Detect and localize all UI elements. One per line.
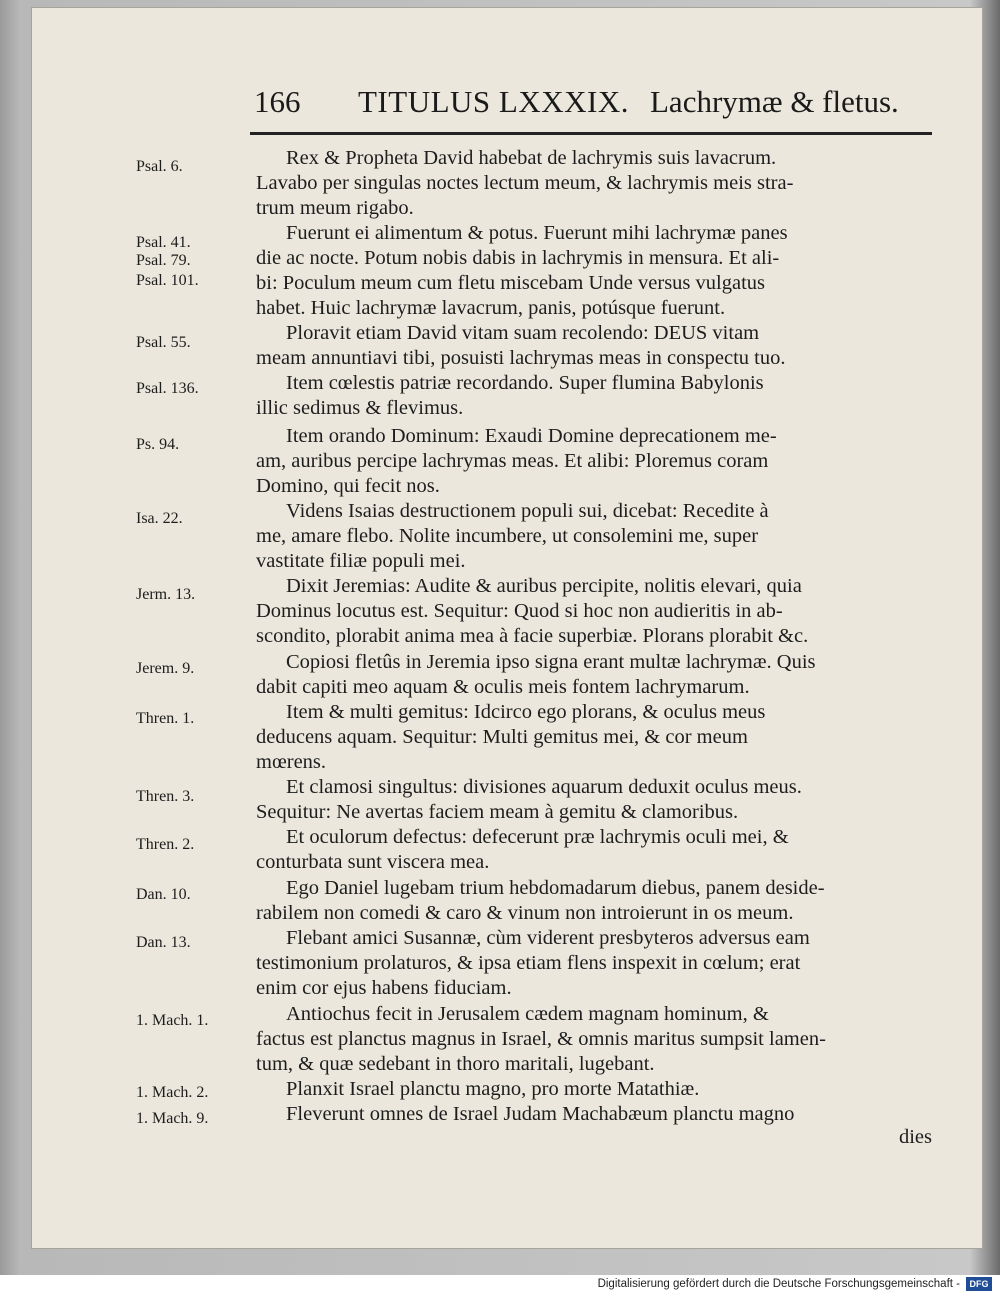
text-line: dabit capiti meo aquam & oculis meis fontem lachrymarum. bbox=[256, 676, 750, 698]
text-line: Ego Daniel lugebam trium hebdomadarum diebus, panem deside- bbox=[286, 877, 825, 899]
header-rule bbox=[250, 132, 932, 135]
text-line: enim cor ejus habens fiduciam. bbox=[256, 977, 512, 999]
text-line: Dixit Jeremias: Audite & auribus percipite, nolitis elevari, quia bbox=[286, 575, 802, 597]
text-line: Videns Isaias destructionem populi sui, dicebat: Recedite à bbox=[286, 500, 769, 522]
catchword: dies bbox=[898, 1126, 932, 1148]
margin-ref: Psal. 55. bbox=[136, 334, 191, 351]
page-number: 166 bbox=[254, 84, 301, 119]
margin-ref: Thren. 3. bbox=[136, 788, 195, 805]
text-line: Fleverunt omnes de Israel Judam Machabæum planctu magno bbox=[286, 1103, 795, 1125]
text-line: Item & multi gemitus: Idcirco ego plorans, & oculus meus bbox=[286, 701, 766, 723]
margin-ref: 1. Mach. 9. bbox=[136, 1110, 209, 1127]
text-line: conturbata sunt viscera mea. bbox=[256, 851, 490, 873]
text-line: factus est planctus magnus in Israel, & omnis maritus sumpsit lamen- bbox=[256, 1028, 826, 1050]
text-line: rabilem non comedi & caro & vinum non introierunt in os meum. bbox=[256, 902, 794, 924]
text-line: mœrens. bbox=[256, 751, 327, 773]
text-line: Sequitur: Ne avertas faciem meam à gemitu & clamoribus. bbox=[256, 801, 739, 823]
running-topic: Lachrymæ & fletus. bbox=[650, 84, 899, 119]
text-line: habet. Huic lachrymæ lavacrum, panis, potúsque fuerunt. bbox=[256, 297, 726, 319]
running-title: TITULUS LXXXIX. bbox=[358, 84, 629, 119]
margin-ref: Psal. 79. bbox=[136, 252, 191, 269]
margin-ref: Isa. 22. bbox=[136, 510, 183, 527]
text-line: scondito, plorabit anima mea à facie superbiæ. Plorans plorabit &c. bbox=[256, 625, 809, 647]
text-line: Item orando Dominum: Exaudi Domine deprecationem me- bbox=[286, 425, 777, 447]
text-line: testimonium prolaturos, & ipsa etiam flens inspexit in cœlum; erat bbox=[256, 952, 801, 974]
margin-ref: 1. Mach. 1. bbox=[136, 1012, 209, 1029]
margin-ref: Thren. 1. bbox=[136, 710, 195, 727]
text-line: Fuerunt ei alimentum & potus. Fuerunt mihi lachrymæ panes bbox=[286, 222, 788, 244]
margin-ref: Dan. 10. bbox=[136, 886, 191, 903]
dfg-logo-icon: DFG bbox=[966, 1277, 992, 1291]
text-line: vastitate filiæ populi mei. bbox=[256, 550, 466, 572]
margin-ref: Psal. 41. bbox=[136, 234, 191, 251]
margin-ref: 1. Mach. 2. bbox=[136, 1084, 209, 1101]
margin-ref: Jerm. 13. bbox=[136, 586, 196, 603]
text-line: Ploravit etiam David vitam suam recolendo: DEUS vitam bbox=[286, 322, 760, 344]
margin-ref: Thren. 2. bbox=[136, 836, 195, 853]
text-line: Domino, qui fecit nos. bbox=[256, 475, 440, 497]
margin-ref: Jerem. 9. bbox=[136, 660, 195, 677]
text-line: Rex & Propheta David habebat de lachrymis suis lavacrum. bbox=[286, 147, 777, 169]
text-line: die ac nocte. Potum nobis dabis in lachrymis in mensura. Et ali- bbox=[256, 247, 780, 269]
text-line: Dominus locutus est. Sequitur: Quod si hoc non audieritis in ab- bbox=[256, 600, 783, 622]
text-line: trum meum rigabo. bbox=[256, 197, 414, 219]
text-line: bi: Poculum meum cum fletu miscebam Unde versus vulgatus bbox=[256, 272, 765, 294]
text-line: Lavabo per singulas noctes lectum meum, & lachrymis meis stra- bbox=[256, 172, 794, 194]
margin-ref: Psal. 101. bbox=[136, 272, 199, 289]
text-line: Et oculorum defectus: defecerunt præ lachrymis oculi mei, & bbox=[286, 826, 789, 848]
text-line: deducens aquam. Sequitur: Multi gemitus mei, & cor meum bbox=[256, 726, 748, 748]
text-line: meam annuntiavi tibi, posuisti lachrymas meas in conspectu tuo. bbox=[256, 347, 786, 369]
text-line: Et clamosi singultus: divisiones aquarum deduxit oculus meus. bbox=[286, 776, 802, 798]
margin-ref: Dan. 13. bbox=[136, 934, 191, 951]
text-line: tum, & quæ sedebant in thoro maritali, lugebant. bbox=[256, 1053, 655, 1075]
text-line: Item cœlestis patriæ recordando. Super flumina Babylonis bbox=[286, 372, 764, 394]
text-line: Flebant amici Susannæ, cùm viderent presbyteros adversus eam bbox=[286, 927, 810, 949]
margin-ref: Psal. 6. bbox=[136, 158, 183, 175]
text-line: Planxit Israel planctu magno, pro morte Matathiæ. bbox=[286, 1078, 700, 1100]
text-line: illic sedimus & flevimus. bbox=[256, 397, 464, 419]
text-line: me, amare flebo. Nolite incumbere, ut consolemini me, super bbox=[256, 525, 759, 547]
funding-credit: Digitalisierung gefördert durch die Deutsche Forschungsgemeinschaft - bbox=[597, 1278, 960, 1290]
text-line: am, auribus percipe lachrymas meas. Et alibi: Ploremus coram bbox=[256, 450, 769, 472]
margin-ref: Psal. 136. bbox=[136, 380, 199, 397]
text-line: Antiochus fecit in Jerusalem cædem magnam hominum, & bbox=[286, 1003, 769, 1025]
margin-ref: Ps. 94. bbox=[136, 436, 180, 453]
text-line: Copiosi fletûs in Jeremia ipso signa erant multæ lachrymæ. Quis bbox=[286, 651, 816, 673]
